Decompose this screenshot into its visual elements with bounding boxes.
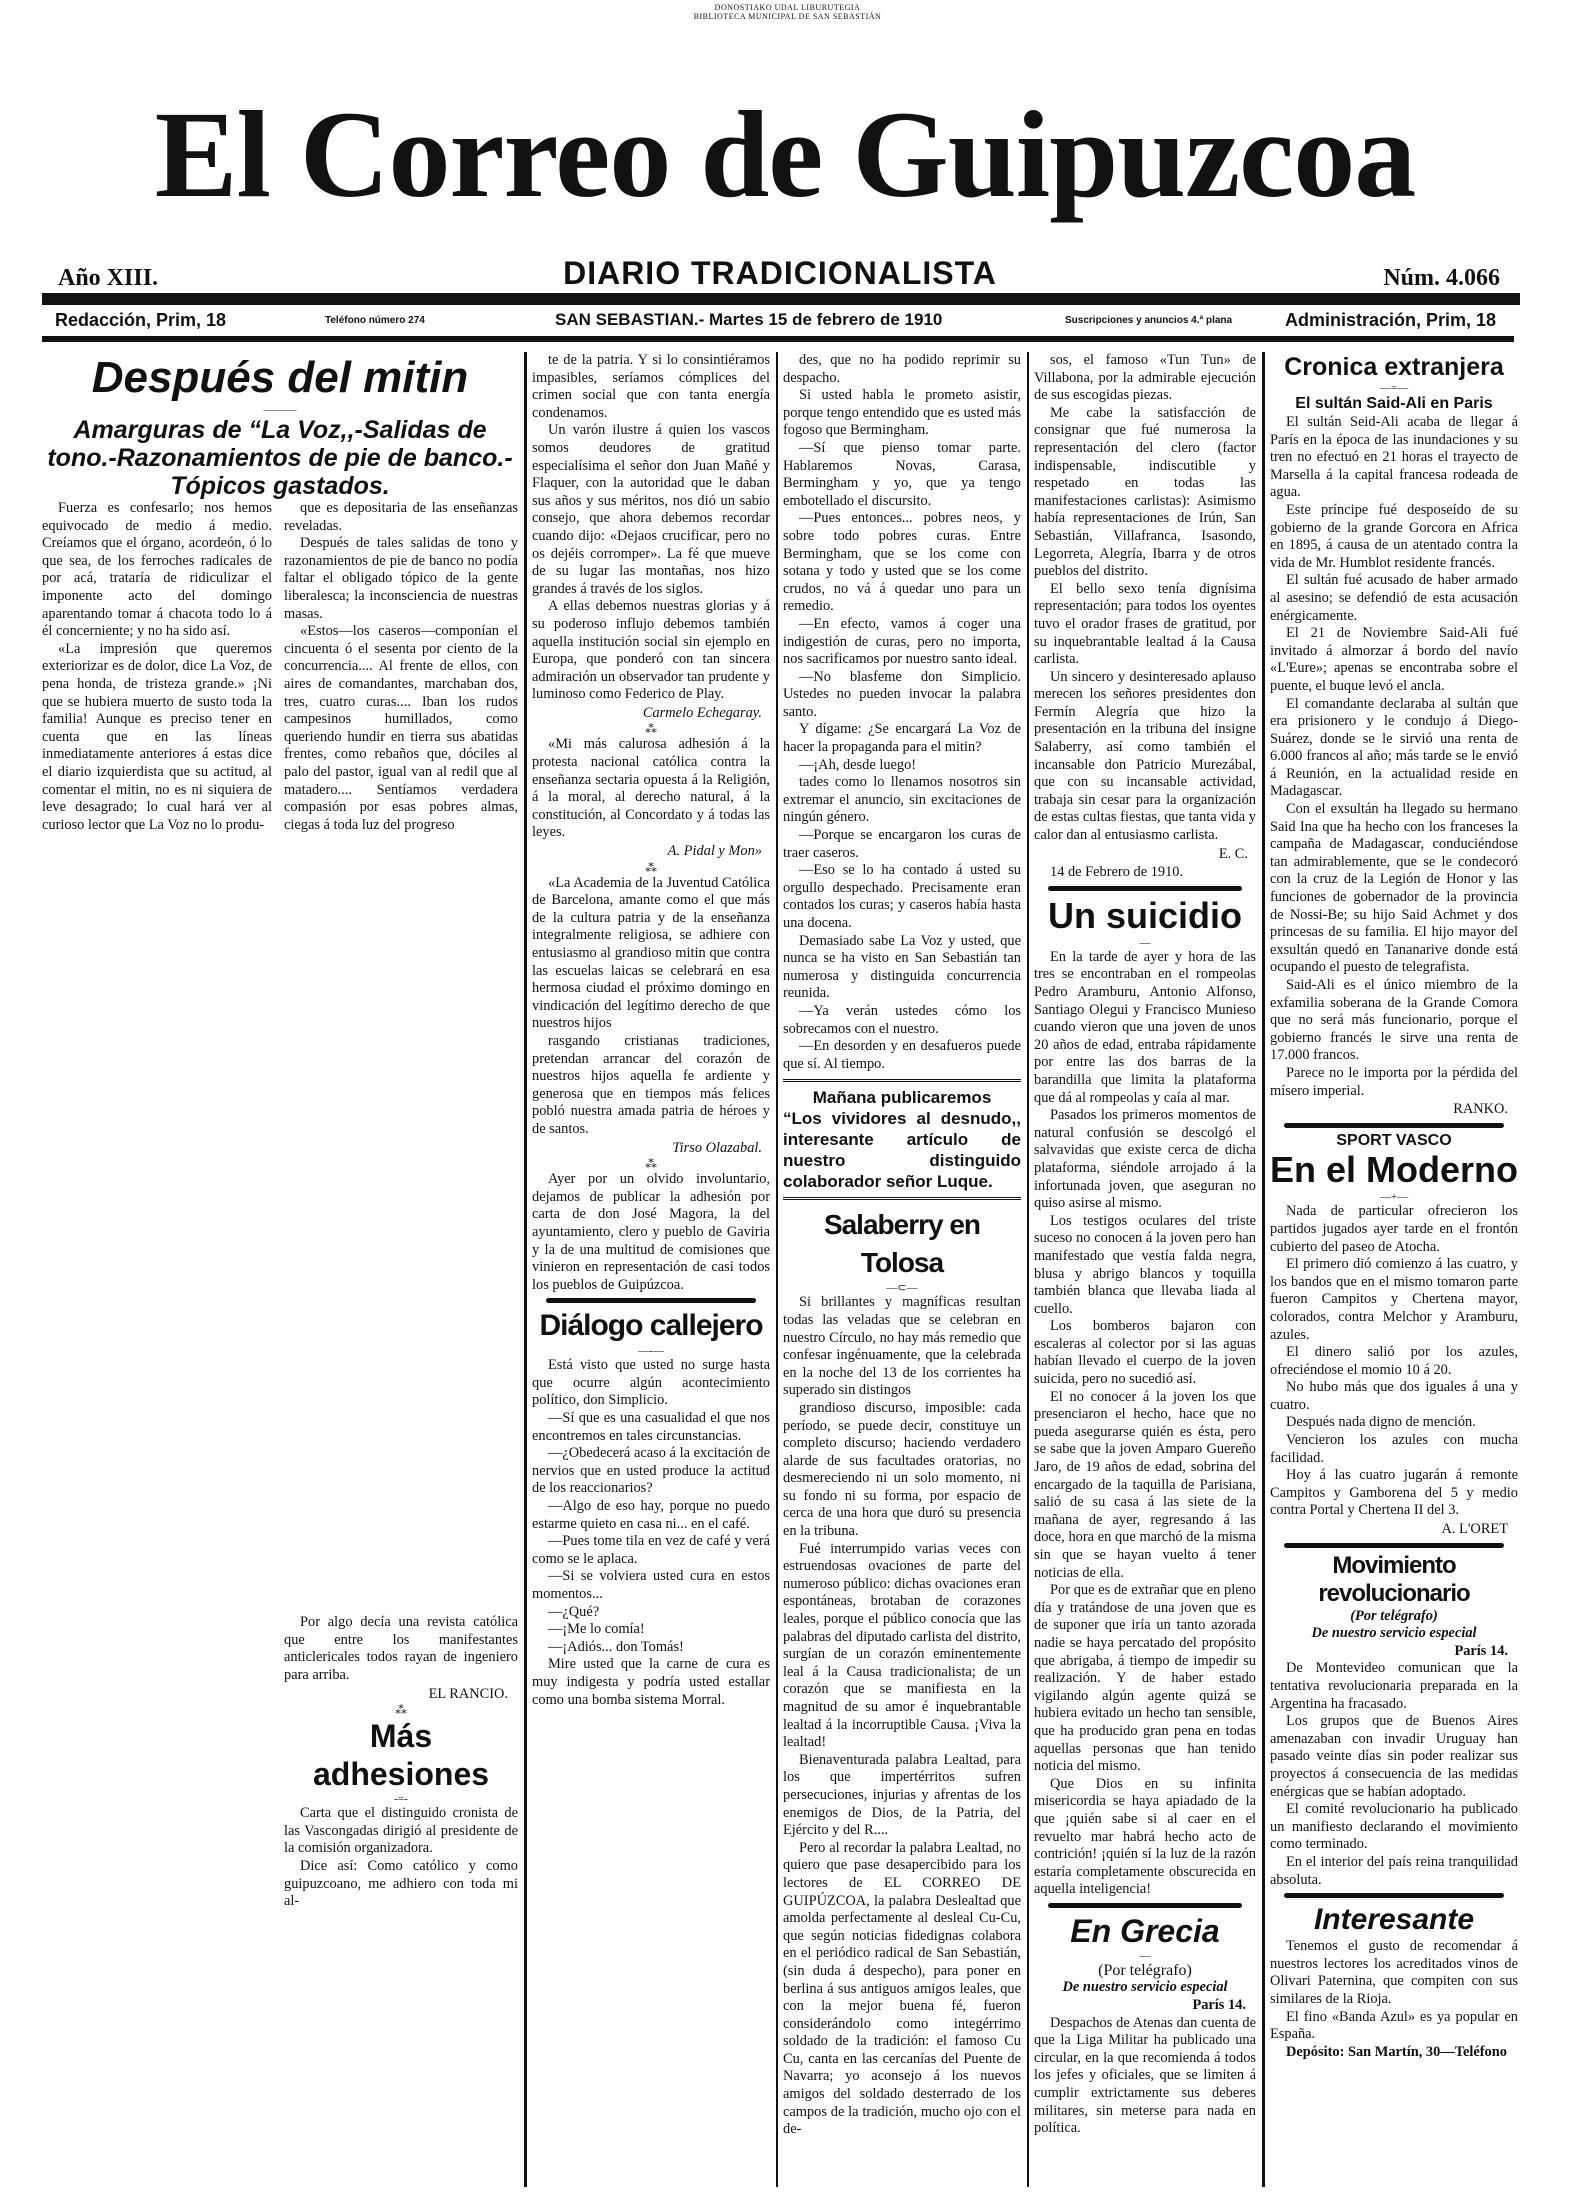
telegraph-label: (Por telégrafo) [1098, 1961, 1192, 1979]
dateline: SAN SEBASTIAN.- Martes 15 de febrero de 1910 [555, 310, 943, 329]
paragraph: El fino «Banda Azul» es ya popular en España. [1270, 2008, 1518, 2043]
paragraph: Fué interrumpido varias veces con estruendosas ovaciones de parte del numeroso público: dichas ovaciones eran espontáneas, brotaban de corazones leales, porque el público conocía que las palabras del diputado carlista del distrito, surgían de un corazón eminentemente leal á la Causa tradicionalista; de un corazón que se manifiesta en la magnitud de su amor é inquebrantable lealtad á la incorruptible Causa. ¡Viva la lealtad! [783, 1540, 1021, 1751]
paragraph: Después de tales salidas de tono y razonamientos de pie de banco no podía faltar el obligado tópico de la gente liberalesca; la inconsciencia de nuestras masas. [284, 535, 518, 622]
paragraph: «Estos—los caseros—componían el cincuenta ó el sesenta por ciento de la concurrencia.... Al frente de ellos, con aires de comandantes, marchaban dos, tres, cuatro curas.... Iban los rudos campesinos humillados, como queriendo hundir en tierra sus abatidas frentes, como rebaños que, dóciles al palo del pastor, igual van al redil que al matadero.... Sentíamos verdadera compasión por esas pobres almas, ciegas á toda luz del progreso [284, 623, 518, 833]
article-body [1270, 1938, 1518, 2044]
paragraph: Dice así: Como católico y como guipuzcoano, me adhiero con toda mi al- [284, 1858, 518, 1910]
paragraph: te de la patria. Y si lo consintiéramos impasibles, seríamos cómplices del crimen social que con tanta energía condenamos. [532, 352, 770, 421]
signature: A. Pidal y Mon» [667, 843, 762, 860]
paragraph: —¿Obedecerá acaso á la excitación de nervios que en usted produce la actitud de los reaccionarios? [532, 1445, 770, 1497]
notice-body: “Los vividores al desnudo,, interesante artículo de nuestro distinguido colaborador señor Luque. [783, 1109, 1021, 1192]
paragraph: En el interior del país reina tranquilidad absoluta. [1270, 1853, 1518, 1888]
paragraph: Por que es de extrañar que en pleno día y tratándose de una joven que es de suponer que iría un tanto azorada nadie se haya percatado del propósito que abrigaba, á tiempo de impedir su realización. Y de haber estado vigilando algún agente quizá se hubiera evitado un hecho tan sensible, que ha producido gran pena en todas aquellas personas que han tenido noticia del mismo. [1034, 1582, 1256, 1775]
column-rule [776, 352, 778, 2187]
asterism-icon: ⁂ [645, 860, 657, 875]
section-heading: SPORT VASCO [1336, 1131, 1452, 1149]
divider [546, 1298, 756, 1303]
paragraph: Está visto que usted no surge hasta que ocurre algún acontecimiento político, don Simplicio. [532, 1357, 770, 1409]
column-rule [1262, 352, 1265, 2187]
paragraph: —¡Ah, desde luego! [799, 756, 917, 773]
masthead-subrow [40, 255, 1520, 291]
paragraph: —Ya verán ustedes cómo los sobrecamos con el nuestro. [783, 1002, 1021, 1037]
signature: RANKO. [1453, 1101, 1508, 1118]
article-body [1034, 949, 1256, 1899]
paragraph: Que Dios en su infinita misericordia se haya apiadado de la que ¡quién sabe si al caer en el revuelto mar habrá hecho acto de contrición! ¡quién sí la luz de la razón estaría completamente obscurecida en aquella inteligencia! [1034, 1775, 1256, 1898]
service-label: De nuestro servicio especial [1311, 1625, 1477, 1642]
redaccion: Redacción, Prim, 18 [55, 310, 227, 330]
paragraph: Si usted habla le prometo asistir, porque tengo entendido que es usted más fogoso que Bermingham. [783, 387, 1021, 439]
divider: —⊂— [886, 1282, 918, 1295]
paragraph: «La Academia de la Juventud Católica de Barcelona, amante como el que más de la cultura patria y de la enseñanza integralmente religiosa, se adhiere con entusiasmo al grandioso mitin que contra las escuelas laicas se celebrará en esa hermosa ciudad el próximo domingo en vindicación del legítimo derecho de que nuestros hijos [532, 874, 770, 1032]
year-label: Año XIII. [58, 265, 159, 291]
article-body [1270, 1660, 1518, 1889]
asterism-icon: ⁂ [645, 722, 657, 737]
headline: Diálogo callejero [539, 1309, 763, 1343]
paragraph: A ellas debemos nuestras glorias y á su poderoso influjo debemos también aquella institución social sin ejemplo en Europa, que ponderó con tan sincera admiración un observador tan prudente y luminoso como Federico de Play. [532, 598, 770, 703]
column-rule [524, 352, 527, 2187]
paragraph: —Porque se encargaron los curas de traer caseros. [783, 827, 1021, 861]
paragraph: Los bomberos bajaron con escaleras al colector por si las aguas habían llevado el cuerpo de la joven suicida, pero no sucedió así. [1034, 1318, 1256, 1388]
paragraph: Said-Ali es el único miembro de la exfamilia soberana de la Grande Comora que no será más funcionario, porque el gobierno francés le sirve una renta de 17.000 francos. [1270, 977, 1518, 1064]
paragraph: El comité revolucionario ha publicado un manifiesto declarando el movimiento como terminado. [1270, 1801, 1518, 1853]
dateline: París 14. [1192, 1997, 1246, 2014]
paragraph: Me cabe la satisfacción de consignar que fué numerosa la representación del clero (factor indispensable, indiscutible y respetado en todas las manifestaciones carlistas): Asimismo había representaciones de Irún, San Sebastián, Villafranca, Isasondo, Legorreta, Alegría, Ibarra y de otros pueblos del distrito. [1034, 404, 1256, 580]
article-body [783, 352, 1021, 1073]
paragraph: Pero al recordar la palabra Lealtad, no quiero que pase desapercibido para los lectores de EL CORREO DE GUIPÚZCOA, la palabra Deslealtad que amolda perfectamente al desleal Cu-Cu, que según noticias fidedignas colabora en el periódico radical de San Sebastián, (sin duda á despecho), para poner en berlina á sus antiguos amigos leales, que con la mejor buena fé, fueron considerándolo como integérrimo soldado de la tradición: el famoso Cu Cu, canta en las cercanías del Puente de Navarra; yo aconsejo á los nuevos amigos del soldado desterrado de los campos de la tradición, mucho ojo con el de- [783, 1839, 1021, 2138]
notice-heading: Mañana publicaremos [812, 1088, 992, 1108]
paragraph: Ayer por un olvido involuntario, dejamos de publicar la adhesión por carta de don José Magora, la del ayuntamiento, clero y pueblo de Gaviria y la de una multitud de comisiones que vinieron en representación de casi todos los pueblos de Guipúzcoa. [532, 1171, 770, 1293]
article-body [1270, 414, 1518, 1100]
paragraph: sos, el famoso «Tun Tun» de Villabona, por la admirable ejecución de sus escogidas piezas. [1034, 352, 1256, 404]
article-body [284, 500, 518, 834]
article-body [532, 1357, 770, 1709]
paragraph: —¡Me lo comía! [548, 1621, 645, 1638]
issue-number: Núm. 4.066 [1383, 265, 1500, 291]
column-3 [783, 352, 1021, 2139]
paragraph: Después nada digno de mención. [1286, 1414, 1476, 1431]
paragraph: Nada de particular ofrecieron los partidos jugados ayer tarde en el frontón cubierto del paseo de Atocha. [1270, 1203, 1518, 1255]
library-credit-line: DONOSTIAKO UDAL LIBURUTEGIA [714, 3, 861, 12]
paragraph: —¡Adiós... don Tomás! [548, 1638, 684, 1655]
asterism-icon: ⁂ [645, 1157, 657, 1172]
divider [1048, 1903, 1242, 1908]
divider: -=- [394, 1793, 408, 1806]
column-4 [1034, 352, 1256, 2138]
headline: El sultán Said-Ali en Paris [1295, 395, 1493, 412]
headline: Movimiento revolucionario [1318, 1551, 1470, 1607]
divider: —+— [1379, 1191, 1409, 1204]
paragraph: Carta que el distinguido cronista de las Vascongadas dirigió al presidente de la comisión organizadora. [284, 1805, 518, 1857]
paragraph: —En efecto, vamos á coger una indigestión de curas, pero no importa, nos sacrificamos por nuestro santo ideal. [783, 615, 1021, 668]
signature: EL RANCIO. [428, 1685, 508, 1702]
paragraph: Si brillantes y magníficas resultan todas las veladas que se celebran en nuestro Círculo, no hay más remedio que confesar ingénuamente, que la celebrada en la noche del 13 de los corrientes ha superado sin distingos [783, 1294, 1021, 1399]
paragraph: Mire usted que la carne de cura es muy indigesta y podría usted estallar como una bomba sistema Morral. [532, 1656, 770, 1708]
paragraph: Este príncipe fué desposeído de su gobierno de la grande Gorcora en Africa en 1895, á causa de un atentado contra la vida de Mr. Humblot residente francés. [1270, 501, 1518, 571]
divider [1048, 886, 1242, 891]
paragraph: Tenemos el gusto de recomendar á nuestros lectores los acreditados vinos de Olivari Paternina, que compiten con sus similares de la Rioja. [1270, 1938, 1518, 2007]
headline: En Grecia [1070, 1912, 1220, 1949]
paragraph: El no conocer á la joven los que presenciaron el hecho, hace que no pueda asegurarse quién es ésta, pero se sabe que la joven Amparo Guereño Jaro, de 19 años de edad, sobrina del encargado de la taquilla de Parisiana, salió de su casa á las siete de la mañana de ayer, regresando á las doce, hora en que marchó de la misma sin que se hayan vuelto á tener noticias de ella. [1034, 1388, 1256, 1581]
asterism-icon: ⁂ [395, 1703, 407, 1718]
paragraph: —En desorden y en desafueros puede que sí. Al tiempo. [783, 1038, 1021, 1072]
masthead-title [40, 70, 1530, 240]
suscripciones: Suscripciones y anuncios 4.ª plana [1065, 315, 1233, 326]
article-body [532, 875, 770, 1139]
paragraph: Un varón ilustre á quien los vascos somos deudores de gratitud especialísima el señor don Juan Mañé y Flaquer, con la autoridad que le daban sus años y sus méritos, nos dió un sabio consejo, que ahora debemos recordar cuando dijo: «Dejaos crucificar, pero no os dejéis corromper». La fé que mueve de su lugar las montañas, nos hizo grandes á través de los siglos. [532, 422, 770, 597]
article-body [284, 1614, 518, 1684]
divider [1284, 1893, 1504, 1898]
headline: Interesante [1313, 1903, 1475, 1937]
telegraph-label: (Por telégrafo) [1350, 1607, 1438, 1624]
address: Depósito: San Martín, 30—Teléfono [1286, 2043, 1507, 2060]
paragraph: Fuerza es confesarlo; nos hemos equivocado de medio á medio. Creíamos que el órgano, acordeón, ó lo que sea, de los ferroches radicales de por acá, trataría de ridiculizar el imponente acto del domingo aparentando tomar á chacota todo lo á él concerniente; y no ha sido así. [42, 500, 272, 640]
column-5 [1270, 352, 1518, 2061]
article-despues-col-a [42, 500, 272, 834]
divider [42, 336, 1514, 342]
paragraph: que es depositaria de las enseñanzas reveladas. [284, 500, 518, 534]
paragraph: Los grupos que de Buenos Aires amenazaban con invadir Uruguay han pasado veinte días sin poder realizar sus proyectos á consecuencia de las medidas enérgicas que se habían adoptado. [1270, 1713, 1518, 1800]
paragraph: El dinero salió por los azules, ofreciéndose el momio 10 á 20. [1270, 1344, 1518, 1378]
paragraph: —Sí que es una casualidad el que nos encontremos en tales circunstancias. [532, 1410, 770, 1444]
column-rule [1027, 352, 1029, 2187]
paragraph: Demasiado sabe La Voz y usted, que nunca se ha visto en San Sebastián tan numerosa y distinguida concurrencia reunida. [783, 932, 1021, 1002]
paragraph: El sultán Seid-Ali acaba de llegar á París en la época de las inundaciones y su tren no efectuó en 21 horas el trayecto de Marsella á la capital francesa rodeada de agua. [1270, 414, 1518, 501]
paragraph: —Pues entonces... pobres neos, y sobre todo pobres curas. Entre Bermingham, que se los come con sotana y todo y usted que se los come crudos, no vá á quedar uno para un remedio. [783, 510, 1021, 615]
divider [1284, 1123, 1504, 1128]
paragraph: des, que no ha podido reprimir su despacho. [783, 352, 1021, 386]
notice-box [783, 1079, 1021, 1200]
divider: — [1139, 936, 1151, 949]
signature: Carmelo Echegaray. [642, 704, 762, 721]
paragraph: —Sí que pienso tomar parte. Hablaremos Novas, Carasa, Bermingham y yo, que ya tengo embotellado el discursito. [783, 439, 1021, 509]
paragraph: «Mi más calurosa adhesión á la protesta nacional católica contra la enseñanza sectaria opuesta á la Religión, á la moral, al derecho natural, á la constitución, al Concordato y á todas las leyes. [532, 736, 770, 841]
divider [1284, 1543, 1504, 1548]
paragraph: Un sincero y desinteresado aplauso merecen los señores presidentes don Fermín Alegría que hizo la presentación en la tribuna del insigne Salaberry, así como también el incansable don Patricio Murezábal, que con su incansable actividad, trabaja sin cesar para la organización de estas cultas fiestas, que tanta vida y calor dan al entusiasmo carlista. [1034, 668, 1256, 844]
paragraph: De Montevideo comunican que la tentativa revolucionaria preparada en la Argentina ha fracasado. [1270, 1660, 1518, 1712]
article-body [1270, 1203, 1518, 1520]
paragraph: Parece no le importa por la pérdida del mísero imperial. [1270, 1064, 1518, 1099]
info-bar [55, 310, 1505, 334]
headline: Más adhesiones [312, 1718, 490, 1793]
newspaper-subtitle: DIARIO TRADICIONALISTA [563, 255, 997, 291]
paragraph: —Algo de eso hay, porque no puedo estarme quieto en casa ni... en el café. [532, 1498, 770, 1532]
paragraph: Y dígame: ¿Se encargará La Voz de hacer la propaganda para el mitin? [783, 721, 1021, 756]
subheadline: Amarguras de “La Voz,,-Salidas de tono.-Razonamientos de pie de banco.-Tópicos gastados. [47, 416, 513, 500]
article-body [532, 352, 770, 704]
article-body [1034, 2015, 1256, 2138]
section-heading: Cronica extranjera [1284, 353, 1504, 381]
paragraph: —No blasfeme don Simplicio. Ustedes no pueden invocar la palabra santo. [783, 668, 1021, 720]
paragraph: Hoy á las cuatro jugarán á remonte Campitos y Gamborena del 5 y medio contra Portal y Chertena II del 3. [1270, 1467, 1518, 1519]
paragraph: El primero dió comienzo á las cuatro, y los bandos que en el mismo tomaron parte fueron Campitos y Chertena mayor, colorados, contra Melchor y Aramburu, azules. [1270, 1256, 1518, 1343]
paragraph: El sultán fué acusado de haber armado al asesino; se defendió de esta acusación enérgicamente. [1270, 572, 1518, 624]
article-body [783, 1294, 1021, 2139]
telefono: Teléfono número 274 [325, 315, 425, 326]
paragraph: Despachos de Atenas dan cuenta de que la Liga Militar ha publicado una circular, en la que recomienda á todos los jefes y oficiales, que se limiten á cumplir extrictamente sus deberes militares, sin meterse para nada en política. [1034, 2014, 1256, 2137]
divider: —-— [638, 1345, 664, 1358]
headline: Salaberry en Tolosa [823, 1209, 981, 1279]
article-despues-header [42, 352, 518, 500]
article-date: 14 de Febrero de 1910. [1050, 864, 1184, 881]
dateline: París 14. [1454, 1642, 1508, 1659]
article-body [284, 1805, 518, 1911]
paragraph: Vencieron los azules con mucha facilidad. [1270, 1432, 1518, 1466]
divider: —=— [1379, 382, 1409, 394]
masthead-title-text: El Correo de Guipuzcoa [154, 86, 1416, 223]
article-despues-col-b [284, 500, 518, 1911]
paragraph: grandioso discurso, imposible: cada período, se puede decir, constituye un completo discurso; haciendo verdadero alarde de sus facultades oratorias, no desmereciendo ni un solo momento, ni su fondo ni su forma, por espacio de cerca de una hora que duró su presencia en la tribuna. [783, 1399, 1021, 1540]
paragraph: El comandante declaraba al sultán que era prisionero y le condujo á Diego-Suárez, donde se le sirvió una renta de 6.000 francos al año; más tarde se le envió á Reunión, en la actualidad reside en Madagascar. [1270, 695, 1518, 800]
paragraph: —Eso se lo ha contado á usted su orgullo despechado. Precisamente eran contados los curas; y caseros había hasta una docena. [783, 862, 1021, 931]
signature: E. C. [1218, 845, 1248, 862]
article-body [1034, 352, 1256, 845]
paragraph: —¿Qué? [548, 1603, 600, 1620]
paragraph: Por algo decía una revista católica que entre los manifestantes anticlericales todos rayan de ingeniero para arriba. [284, 1614, 518, 1684]
paragraph: No hubo más que dos iguales á una y cuatro. [1270, 1379, 1518, 1413]
paragraph: Bienaventurada palabra Lealtad, para los que impertérritos sufren persecuciones, injurias y afrentas de los enemigos de Dios, de la Patria, del Ejército y del R.... [783, 1751, 1021, 1839]
service-label: De nuestro servicio especial [1062, 1979, 1228, 1996]
article-body [532, 736, 770, 842]
paragraph: Los testigos oculares del triste suceso no conocen á la joven pero han manifestado que vestía falda negra, blusa y abrigo blancos y toquilla también blanca que llevaba liada al cuello. [1034, 1212, 1256, 1317]
divider: — [1139, 1949, 1151, 1962]
paragraph: —Si se volviera usted cura en estos momentos... [532, 1568, 770, 1602]
paragraph: Con el exsultán ha llegado su hermano Said Ina que ha hecho con los franceses la campaña de Madagascar, conduciéndose tan admirablemente, que se le condecoró con la cruz de la Legión de Honor y las funciones de gobernador de la provincia de Nossi-Be; su hijo Said Achmet y dos princesas de su familia. El hijo mayor del exsultán quedó en Tananarive donde está ocupando el puesto de telegrafista. [1270, 801, 1518, 976]
divider [42, 293, 1520, 305]
paragraph: «La impresión que queremos exteriorizar es de dolor, dice La Voz, de pena honda, de tristeza grande.» ¡Ni que se hubiera muerto de susto toda la familia! Aunque es preciso tener en cuenta que en las líneas inmediatamente anteriores á estas dice el diario izquierdista que su actitud, al comentar el mitin, no es ni siquiera de leve desagrado; lo cual hará ver al curioso lector que La Voz no lo produ- [42, 640, 272, 833]
paragraph: —Pues tome tila en vez de café y verá como se le aplaca. [532, 1533, 770, 1567]
headline: Después del mitin [91, 353, 469, 402]
article-body [532, 1171, 770, 1294]
paragraph: rasgando cristianas tradiciones, pretendan arrancar del corazón de nuestros hijos aquella fe ardiente y generosa que en tiempos más felices pobló nuestra amada patria de héroes y de santos. [532, 1032, 770, 1137]
library-credit [0, 3, 1575, 21]
paragraph: tades como lo llenamos nosotros sin extremar el anuncio, sin excitaciones de ningún género. [783, 774, 1021, 826]
headline: En el Moderno [1270, 1149, 1519, 1191]
administracion: Administración, Prim, 18 [1285, 310, 1497, 330]
divider: ——— [263, 404, 297, 416]
paragraph: Pasados los primeros momentos de natural confusión se descolgó el salvavidas que existe cerca de dicha plataforma, siéndole arrojado á la infortunada joven, que aseguran no quiso asirse al mismo. [1034, 1107, 1256, 1212]
paragraph: El 21 de Noviembre Said-Ali fué invitado á almorzar á bordo del navío «L'Eure»; apenas se encontraba sobre el puente, el buque levó el ancla. [1270, 625, 1518, 694]
paragraph: En la tarde de ayer y hora de las tres se encontraban en el rompeolas Pedro Aramburu, Antonio Alfonso, Santiago Olegui y Francisco Munieso cuando vieron que una joven de unos 20 años de edad, entraba rápidamente por entre las dos barras de la barandilla que limita la plataforma que dá al rompeolas y caía al mar. [1034, 948, 1256, 1106]
headline: Un suicidio [1047, 894, 1242, 936]
library-credit-line: BIBLIOTECA MUNICIPAL DE SAN SEBASTIÁN [693, 12, 882, 21]
signature: Tirso Olazabal. [672, 1139, 762, 1156]
article-body [42, 500, 272, 834]
signature: A. L'ORET [1441, 1521, 1508, 1538]
paragraph: El bello sexo tenía dignísima representación; para todos los oyentes tuvo el orador frases de gratitud, por su inquebrantable lealtad á la Causa carlista. [1034, 580, 1256, 668]
column-2 [532, 352, 770, 1709]
